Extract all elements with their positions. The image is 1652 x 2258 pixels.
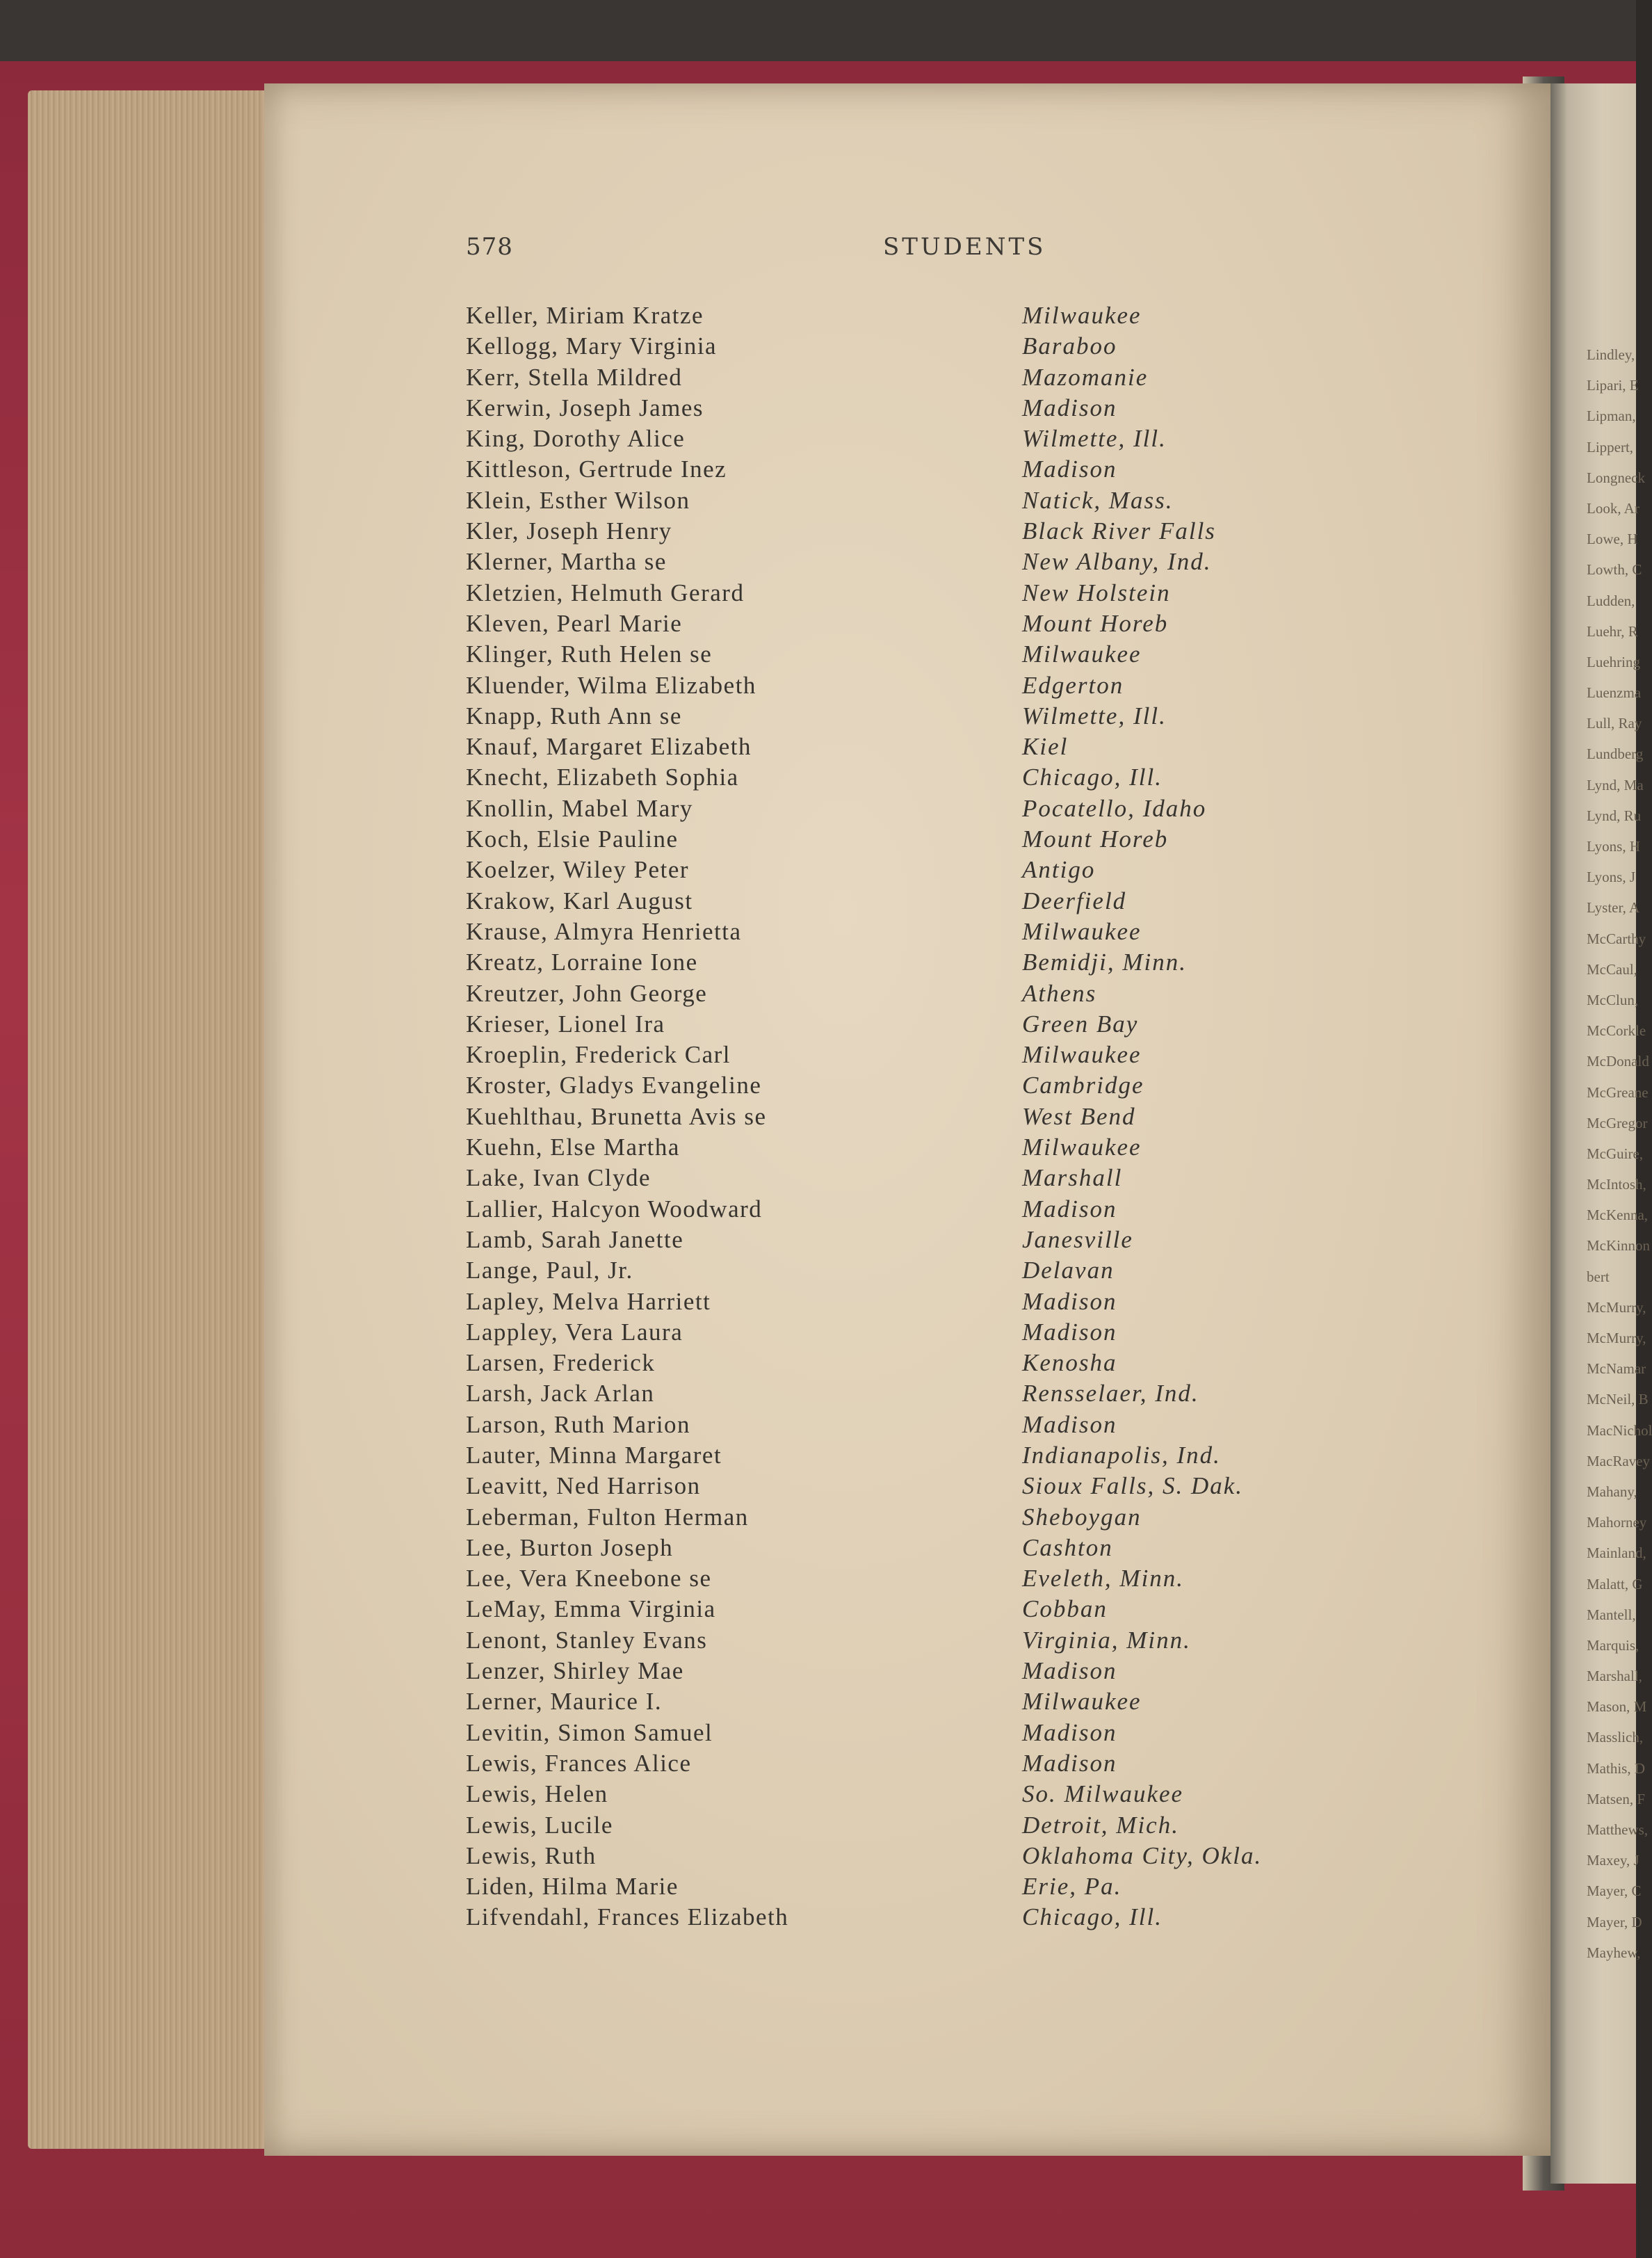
adjacent-page-fragment: Masslich, [1587, 1729, 1644, 1746]
adjacent-page-fragment: Mathis, D [1587, 1759, 1645, 1777]
list-item [466, 947, 1550, 978]
student-name: Lewis, Ruth [466, 1841, 597, 1869]
student-name: Keller, Miriam Kratze [466, 302, 704, 329]
adjacent-page-fragment: Mayhew, [1587, 1944, 1641, 1961]
list-item [466, 1070, 1550, 1101]
list-item [466, 1378, 1550, 1409]
student-name: Kreutzer, John George [466, 979, 708, 1007]
adjacent-page-fragment: Lull, Ray [1587, 715, 1642, 732]
list-item [466, 978, 1550, 1009]
student-hometown: Oklahoma City, Okla. [1022, 1841, 1263, 1869]
adjacent-page-fragment: McNamar [1587, 1360, 1646, 1378]
student-hometown: Erie, Pa. [1022, 1873, 1122, 1901]
list-item [466, 1255, 1550, 1286]
student-hometown: Milwaukee [1022, 917, 1142, 945]
student-hometown: Cobban [1022, 1595, 1108, 1623]
student-hometown: Madison [1022, 1195, 1117, 1223]
list-item [466, 1348, 1550, 1378]
adjacent-page-text [1587, 339, 1652, 1968]
list-item [466, 1625, 1550, 1656]
adjacent-page-fragment: Lynd, Ru [1587, 807, 1642, 824]
list-item [466, 855, 1550, 885]
adjacent-page-fragment: McDonald [1587, 1053, 1649, 1070]
adjacent-page-fragment: Malatt, G [1587, 1575, 1643, 1592]
adjacent-page-fragment: bert [1587, 1268, 1610, 1285]
adjacent-page-fragment: McMurry, [1587, 1330, 1646, 1346]
student-hometown: Madison [1022, 1318, 1117, 1346]
student-hometown: Mount Horeb [1022, 825, 1169, 853]
list-item [466, 331, 1550, 362]
student-hometown: Indianapolis, Ind. [1022, 1441, 1221, 1469]
student-hometown: Pocatello, Idaho [1022, 794, 1207, 822]
student-hometown: Chicago, Ill. [1022, 1903, 1163, 1931]
list-item [466, 917, 1550, 947]
student-name: Lallier, Halcyon Woodward [466, 1195, 763, 1223]
list-item [466, 1533, 1550, 1563]
student-name: Lake, Ivan Clyde [466, 1164, 651, 1192]
student-hometown: Cashton [1022, 1533, 1113, 1561]
student-name: Kerwin, Joseph James [466, 394, 704, 421]
adjacent-page-fragment: Mahany, [1587, 1483, 1637, 1500]
adjacent-page-fragment: Mahorney [1587, 1514, 1647, 1531]
adjacent-page-fragment: Marshall, [1587, 1668, 1642, 1685]
list-item [466, 485, 1550, 516]
student-hometown: Milwaukee [1022, 640, 1142, 668]
list-item [466, 547, 1550, 577]
student-hometown: Kiel [1022, 733, 1069, 761]
list-item [466, 1563, 1550, 1594]
adjacent-page-fragment: Matthews, [1587, 1821, 1649, 1838]
student-name: Knollin, Mabel Mary [466, 794, 693, 822]
list-item [466, 1718, 1550, 1748]
student-name: Kellogg, Mary Virginia [466, 332, 718, 360]
list-item [466, 1471, 1550, 1501]
list-item [466, 1132, 1550, 1163]
list-item [466, 424, 1550, 454]
student-name: Kleven, Pearl Marie [466, 609, 683, 637]
student-hometown: West Bend [1022, 1102, 1136, 1130]
adjacent-page-fragment: McCorkle [1587, 1022, 1646, 1040]
student-hometown: Natick, Mass. [1022, 486, 1174, 514]
adjacent-page-fragment: Look, Ar [1587, 499, 1639, 517]
student-name: Lamb, Sarah Janette [466, 1225, 684, 1253]
adjacent-page-fragment: Mantell, [1587, 1606, 1636, 1623]
adjacent-page-fragment: MacNichol [1587, 1421, 1652, 1439]
list-item [466, 1686, 1550, 1717]
adjacent-page-fragment: Lyster, A [1587, 899, 1640, 917]
student-name: Kerr, Stella Mildred [466, 363, 683, 391]
student-hometown: Milwaukee [1022, 1041, 1142, 1069]
student-list [466, 300, 1550, 1933]
student-hometown: Milwaukee [1022, 1134, 1142, 1161]
student-name: Leavitt, Ned Harrison [466, 1472, 701, 1500]
student-hometown: Baraboo [1022, 332, 1117, 360]
adjacent-page-fragment: McMurry, [1587, 1298, 1646, 1316]
student-name: Kluender, Wilma Elizabeth [466, 671, 756, 699]
student-name: Krakow, Karl August [466, 887, 693, 914]
student-hometown: Madison [1022, 394, 1117, 421]
student-hometown: Delavan [1022, 1257, 1115, 1284]
adjacent-page-fragment: Lyons, J [1587, 869, 1636, 886]
student-name: Kroeplin, Frederick Carl [466, 1041, 731, 1069]
student-hometown: Wilmette, Ill. [1022, 702, 1167, 729]
adjacent-page-fragment: Lowth, C [1587, 561, 1642, 579]
student-hometown: Milwaukee [1022, 1688, 1142, 1716]
student-hometown: Wilmette, Ill. [1022, 425, 1167, 453]
student-name: Lenont, Stanley Evans [466, 1626, 708, 1654]
student-name: Kroster, Gladys Evangeline [466, 1072, 762, 1099]
student-hometown: Madison [1022, 1410, 1117, 1438]
adjacent-page-fragment: Lowe, H [1587, 531, 1638, 548]
student-name: King, Dorothy Alice [466, 425, 686, 453]
student-hometown: Janesville [1022, 1225, 1133, 1253]
adjacent-page-fragment: MacRavey [1587, 1452, 1650, 1469]
running-head: STUDENTS [883, 233, 1046, 261]
student-name: Kletzien, Helmuth Gerard [466, 579, 745, 606]
list-item [466, 886, 1550, 917]
student-hometown: Madison [1022, 1287, 1117, 1315]
list-item [466, 1287, 1550, 1317]
student-hometown: Black River Falls [1022, 517, 1216, 545]
student-name: Lewis, Helen [466, 1780, 608, 1808]
student-hometown: So. Milwaukee [1022, 1780, 1184, 1808]
student-name: Lee, Burton Joseph [466, 1533, 674, 1561]
list-item [466, 393, 1550, 424]
list-item [466, 1410, 1550, 1440]
adjacent-page-fragment: Luehring [1587, 653, 1640, 670]
student-name: Larsen, Frederick [466, 1349, 656, 1377]
student-hometown: Mount Horeb [1022, 609, 1169, 637]
list-item [466, 1810, 1550, 1841]
student-hometown: New Holstein [1022, 579, 1171, 606]
list-item [466, 762, 1550, 793]
student-hometown: Bemidji, Minn. [1022, 949, 1187, 976]
list-item [466, 1656, 1550, 1686]
student-hometown: Madison [1022, 1718, 1117, 1746]
list-item [466, 300, 1550, 331]
list-item [466, 701, 1550, 732]
list-item [466, 1779, 1550, 1809]
student-hometown: Eveleth, Minn. [1022, 1565, 1185, 1592]
student-name: Kler, Joseph Henry [466, 517, 672, 545]
student-hometown: Virginia, Minn. [1022, 1626, 1191, 1654]
list-item [466, 578, 1550, 608]
student-name: Lewis, Frances Alice [466, 1749, 692, 1777]
student-name: Lenzer, Shirley Mae [466, 1657, 684, 1685]
list-item [466, 1841, 1550, 1871]
student-name: Krieser, Lionel Ira [466, 1010, 665, 1038]
adjacent-page-fragment: McIntosh, [1587, 1176, 1646, 1193]
list-item [466, 793, 1550, 824]
list-item [466, 1594, 1550, 1624]
adjacent-page-fragment: Ludden, [1587, 592, 1635, 609]
list-item [466, 608, 1550, 639]
adjacent-page-fragment: McKinnon [1587, 1237, 1650, 1255]
student-name: Levitin, Simon Samuel [466, 1718, 713, 1746]
student-hometown: Mazomanie [1022, 363, 1149, 391]
list-item [466, 454, 1550, 485]
student-hometown: Deerfield [1022, 887, 1127, 914]
student-name: Lange, Paul, Jr. [466, 1257, 633, 1284]
student-hometown: Detroit, Mich. [1022, 1811, 1179, 1839]
list-item [466, 1317, 1550, 1348]
adjacent-page-fragment: Mason, M [1587, 1698, 1647, 1716]
list-item [466, 824, 1550, 855]
list-item [466, 1163, 1550, 1193]
student-name: Liden, Hilma Marie [466, 1873, 679, 1901]
list-item [466, 1102, 1550, 1132]
student-name: Larsh, Jack Arlan [466, 1380, 655, 1408]
student-hometown: Rensselaer, Ind. [1022, 1380, 1199, 1408]
list-item [466, 1748, 1550, 1779]
student-name: Knecht, Elizabeth Sophia [466, 764, 739, 791]
adjacent-page-fragment: McCarthy [1587, 930, 1646, 947]
adjacent-page-fragment: Lundberg [1587, 745, 1644, 763]
student-hometown: Sioux Falls, S. Dak. [1022, 1472, 1244, 1500]
student-name: Lifvendahl, Frances Elizabeth [466, 1903, 789, 1931]
adjacent-page-fragment: Maxey, J [1587, 1852, 1639, 1869]
student-name: Koelzer, Wiley Peter [466, 856, 690, 884]
adjacent-page-fragment: McCaul, [1587, 960, 1637, 978]
adjacent-page-fragment: Lipman, [1587, 408, 1636, 425]
list-item [466, 1871, 1550, 1902]
student-name: Koch, Elsie Pauline [466, 825, 679, 853]
student-hometown: Green Bay [1022, 1010, 1139, 1038]
list-item [466, 1902, 1550, 1933]
student-hometown: Cambridge [1022, 1072, 1144, 1099]
adjacent-page-fragment: Mainland, [1587, 1545, 1646, 1562]
adjacent-page-fragment: McNeil, B [1587, 1391, 1649, 1408]
adjacent-page-fragment: Mayer, C [1587, 1882, 1642, 1900]
list-item [466, 1440, 1550, 1471]
adjacent-page-fragment: McGuire, [1587, 1145, 1644, 1162]
adjacent-page-fragment: Lipari, E [1587, 377, 1639, 394]
student-hometown: Antigo [1022, 856, 1096, 884]
student-name: Leberman, Fulton Herman [466, 1503, 749, 1531]
list-item [466, 1225, 1550, 1255]
adjacent-page-fragment: Luehr, R [1587, 622, 1638, 640]
student-name: Kuehn, Else Martha [466, 1134, 680, 1161]
student-hometown: Marshall [1022, 1164, 1123, 1192]
student-name: Lauter, Minna Margaret [466, 1441, 722, 1469]
list-item [466, 516, 1550, 547]
page-block-edges [28, 90, 292, 2149]
adjacent-page-fragment: Lippert, [1587, 438, 1634, 455]
student-name: Krause, Almyra Henrietta [466, 917, 742, 945]
list-item [466, 1502, 1550, 1533]
student-hometown: Edgerton [1022, 671, 1124, 699]
adjacent-page-fragment: Mayer, D [1587, 1913, 1642, 1930]
student-name: Lappley, Vera Laura [466, 1318, 683, 1346]
student-hometown: Athens [1022, 979, 1097, 1007]
list-item [466, 1009, 1550, 1040]
student-hometown: Madison [1022, 1749, 1117, 1777]
student-name: Larson, Ruth Marion [466, 1410, 691, 1438]
student-name: Klein, Esther Wilson [466, 486, 690, 514]
list-item [466, 639, 1550, 670]
adjacent-page-fragment: Matsen, F [1587, 1790, 1645, 1807]
student-name: Lerner, Maurice I. [466, 1688, 663, 1716]
student-hometown: Kenosha [1022, 1349, 1117, 1377]
student-name: Lee, Vera Kneebone se [466, 1565, 712, 1592]
list-item [466, 732, 1550, 762]
adjacent-page-fragment: McGreane [1587, 1083, 1649, 1101]
adjacent-page-fragment: Luenzma [1587, 684, 1642, 702]
student-name: LeMay, Emma Virginia [466, 1595, 716, 1623]
page-number: 578 [466, 233, 513, 261]
student-name: Kittleson, Gertrude Inez [466, 455, 727, 483]
student-name: Lewis, Lucile [466, 1811, 613, 1839]
adjacent-page-fragment: McKenna, [1587, 1207, 1649, 1224]
student-name: Knapp, Ruth Ann se [466, 702, 682, 729]
student-hometown: Sheboygan [1022, 1503, 1142, 1531]
student-hometown: Chicago, Ill. [1022, 764, 1163, 791]
student-name: Kuehlthau, Brunetta Avis se [466, 1102, 767, 1130]
list-item [466, 362, 1550, 393]
adjacent-page-fragment: Marquis, [1587, 1636, 1639, 1654]
student-hometown: New Albany, Ind. [1022, 548, 1212, 576]
student-name: Knauf, Margaret Elizabeth [466, 733, 752, 761]
adjacent-page-fragment: McClun, [1587, 991, 1639, 1008]
adjacent-page-fragment: Longneck [1587, 469, 1645, 486]
list-item [466, 670, 1550, 701]
student-name: Klerner, Martha se [466, 548, 667, 576]
student-name: Lapley, Melva Harriett [466, 1287, 711, 1315]
student-hometown: Madison [1022, 1657, 1117, 1685]
adjacent-page-fragment: Lynd, Ma [1587, 776, 1644, 793]
list-item [466, 1040, 1550, 1070]
adjacent-page-fragment: Lyons, H [1587, 838, 1641, 855]
adjacent-page-fragment: Lindley, [1587, 346, 1635, 363]
student-hometown: Madison [1022, 455, 1117, 483]
student-name: Klinger, Ruth Helen se [466, 640, 713, 668]
student-hometown: Milwaukee [1022, 302, 1142, 329]
list-item [466, 1194, 1550, 1225]
adjacent-page-fragment: McGregor [1587, 1114, 1648, 1131]
student-name: Kreatz, Lorraine Ione [466, 949, 698, 976]
